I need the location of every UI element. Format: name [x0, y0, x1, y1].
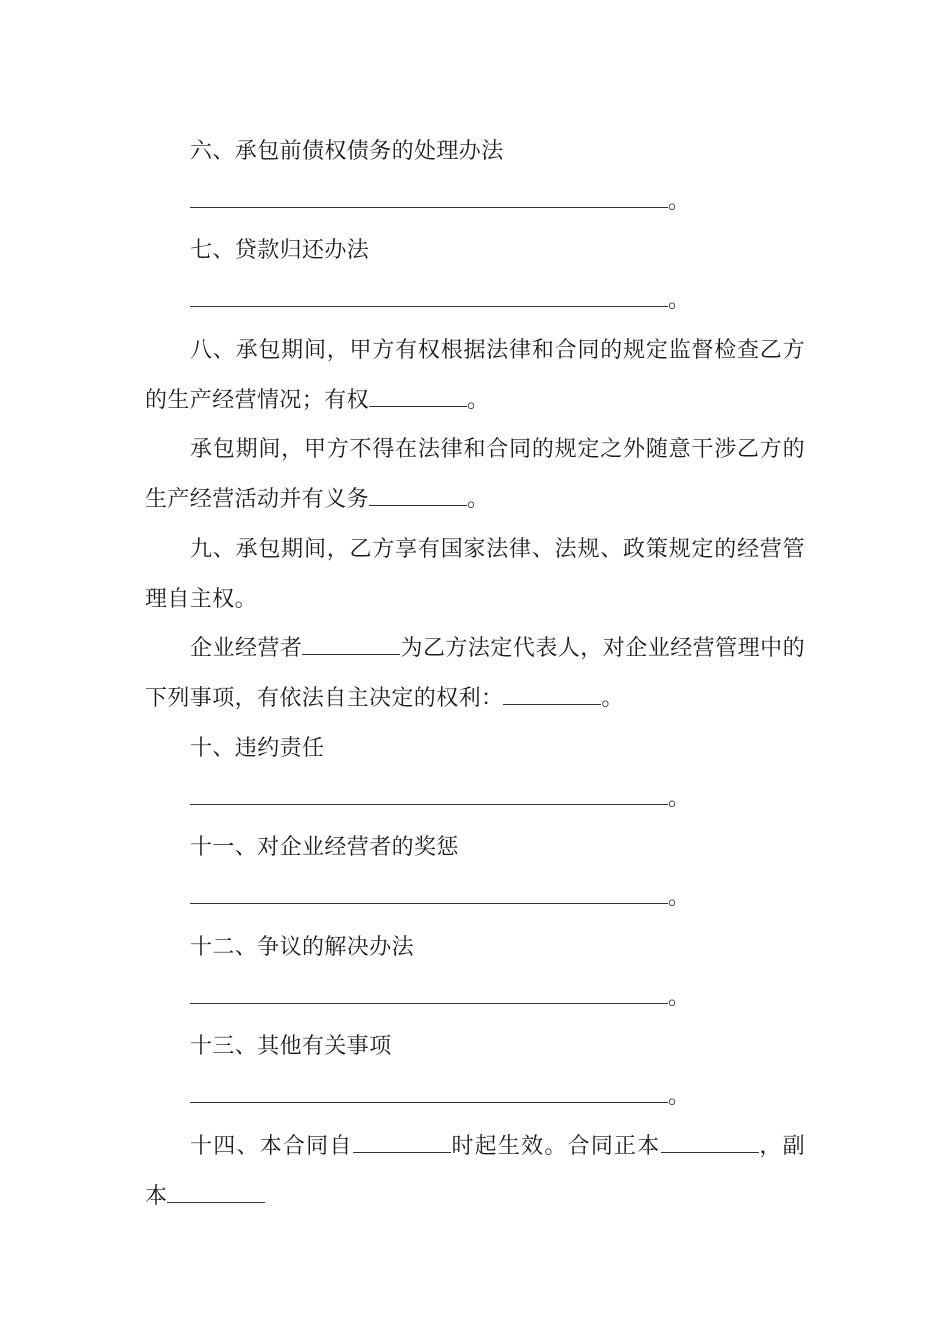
period: 。 — [601, 686, 624, 711]
period: 。 — [467, 388, 490, 413]
period: 。 — [668, 885, 691, 910]
section-12-blank[interactable] — [190, 983, 668, 1004]
section-10-title — [190, 734, 805, 764]
section-14-text-2: 本 — [145, 1184, 168, 1209]
section-7-fill-line — [190, 286, 805, 316]
section-8b-line-2 — [145, 485, 805, 515]
section-12-fill-line — [190, 983, 805, 1013]
section-11-blank[interactable] — [190, 883, 668, 904]
section-9b-text-1b: 为乙方法定代表人，对企业经营管理中的 — [400, 636, 805, 661]
section-14-line-1 — [190, 1132, 805, 1162]
section-8-text-2: 的生产经营情况；有权 — [145, 388, 370, 413]
section-10-title-text: 十、违约责任 — [190, 736, 325, 761]
section-8-line-1 — [190, 336, 805, 366]
section-9-text-1: 九、承包期间，乙方享有国家法律、法规、政策规定的经营管 — [190, 537, 805, 562]
section-10-blank[interactable] — [190, 784, 668, 805]
section-9b-line-1 — [190, 634, 805, 664]
section-6-title — [190, 137, 805, 167]
period: 。 — [467, 487, 490, 512]
section-7-title-text: 七、贷款归还办法 — [190, 238, 370, 263]
section-13-title-text: 十三、其他有关事项 — [190, 1034, 392, 1059]
period: 。 — [668, 786, 691, 811]
period: 。 — [668, 288, 691, 313]
section-12-title-text: 十二、争议的解决办法 — [190, 935, 415, 960]
section-14-blank-3[interactable] — [167, 1182, 265, 1203]
section-11-title-text: 十一、对企业经营者的奖惩 — [190, 835, 459, 860]
section-12-title — [190, 933, 805, 963]
section-9b-blank-1[interactable] — [302, 634, 400, 655]
section-13-title — [190, 1032, 805, 1062]
section-8-text-1: 八、承包期间，甲方有权根据法律和合同的规定监督检查乙方 — [190, 338, 805, 363]
section-9-line-2 — [145, 585, 805, 615]
section-6-fill-line — [190, 187, 805, 217]
section-6-title-text: 六、承包前债权债务的处理办法 — [190, 139, 504, 164]
section-8b-text-1: 承包期间，甲方不得在法律和合同的规定之外随意干涉乙方的 — [190, 437, 805, 462]
section-8b-blank[interactable] — [369, 485, 467, 506]
section-13-fill-line — [190, 1082, 805, 1112]
period: 。 — [668, 189, 691, 214]
section-14-blank-2[interactable] — [661, 1132, 759, 1153]
section-14-line-2 — [145, 1182, 805, 1212]
section-7-blank[interactable] — [190, 286, 668, 307]
section-11-fill-line — [190, 883, 805, 913]
section-8b-text-2: 生产经营活动并有义务 — [145, 487, 370, 512]
section-10-fill-line — [190, 784, 805, 814]
section-11-title — [190, 833, 805, 863]
section-9b-line-2 — [145, 684, 805, 714]
section-9b-blank-2[interactable] — [503, 684, 601, 705]
period: 。 — [668, 1084, 691, 1109]
period: 。 — [668, 985, 691, 1010]
section-8-blank[interactable] — [369, 386, 467, 407]
section-14-text-b: 时起生效。合同正本 — [450, 1134, 661, 1159]
section-13-blank[interactable] — [190, 1082, 668, 1103]
section-7-title — [190, 236, 805, 266]
section-9b-text-2: 下列事项，有依法自主决定的权利： — [145, 686, 504, 711]
section-8b-line-1 — [190, 435, 805, 465]
section-9b-text-1a: 企业经营者 — [190, 636, 303, 661]
section-9-line-1 — [190, 535, 805, 565]
section-9-text-2: 理自主权。 — [145, 587, 258, 612]
section-6-blank[interactable] — [190, 187, 668, 208]
section-14-text-c: ，副 — [758, 1134, 805, 1159]
section-8-line-2 — [145, 386, 805, 416]
section-14-text-a: 十四、本合同自 — [190, 1134, 353, 1159]
section-14-blank-1[interactable] — [353, 1132, 451, 1153]
